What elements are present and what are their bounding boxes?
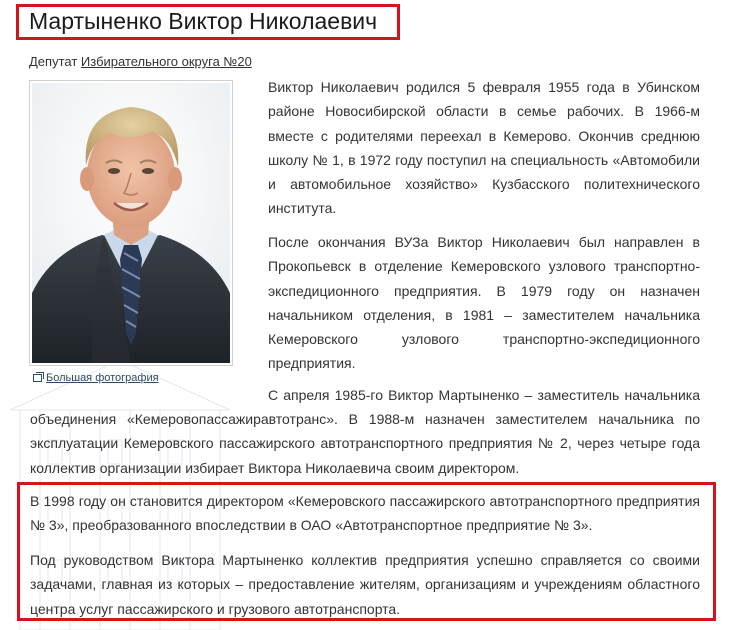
subtitle-prefix: Депутат xyxy=(29,54,78,69)
district-link[interactable]: Избирательного округа №20 xyxy=(80,54,252,69)
bio-paragraph-3-line-1: С апреля 1985-го Виктор Мартыненко – заместитель начальника xyxy=(268,387,700,403)
page-title: Мартыненко Виктор Николаевич xyxy=(29,8,378,34)
portrait-photo[interactable] xyxy=(32,83,230,363)
enlarge-icon xyxy=(33,374,42,382)
deputy-subtitle xyxy=(29,54,252,69)
bio-paragraph-4: В 1998 году он становится директором «Кемеровского пассажирского автотранспортного предприятия № 3», преобразованного впоследствии в ОАО «Автотранспортное предприятие № 3». xyxy=(30,493,700,534)
bio-paragraph-3-continued: объединения «Кемеровопассажиравтотранс». В 1988-м назначен заместителем начальника по эксплуатации Кемеровского пассажирского автотранспортного предприятия № 2, через четыре года коллектив организации избирает Виктора Николаевича своим директором. xyxy=(30,411,700,476)
bio-paragraph-2: После окончания ВУЗа Виктор Николаевич был направлен в Прокопьевск в отделение Кемеровского узлового транспортно-экспедиционного предприятия. В 1979 году он назначен начальником отделения, в 1981 – заместителем начальника Кемеровского узлового транспортно-экспедиционного предприятия. xyxy=(268,234,700,372)
big-photo-link[interactable] xyxy=(33,372,159,384)
bio-paragraph-1: Виктор Николаевич родился 5 февраля 1955 года в Убинском районе Новосибирской области в семье рабочих. В 1966-м вместе с родителями переехал в Кемерово. Окончив среднюю школу № 1, в 1972 году поступил на специальность «Автомобили и автомобильное хозяйство» Кузбасского политехнического института. xyxy=(268,79,700,217)
big-photo-label: Большая фотография xyxy=(46,372,159,384)
bio-paragraph-5: Под руководством Виктора Мартыненко коллектив предприятия успешно справляется со своими задачами, главная из которых – предоставление жителям, организациям и учреждениям областного центра услуг пассажирского и грузового автотранспорта. xyxy=(30,552,700,617)
